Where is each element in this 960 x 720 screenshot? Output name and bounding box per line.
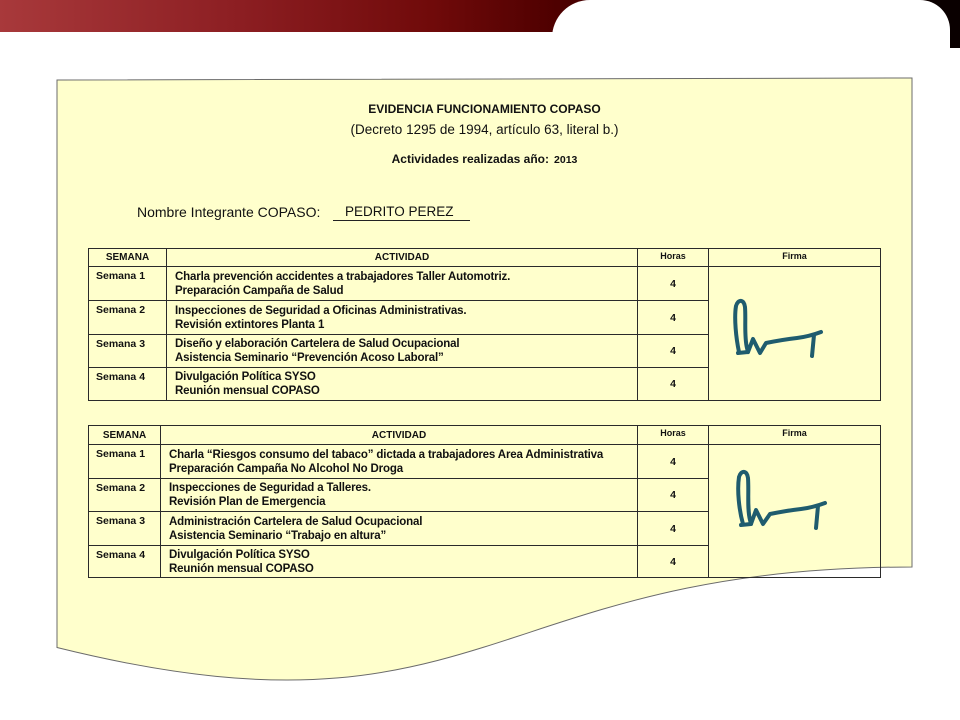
hours-cell: 4 [638, 512, 709, 546]
header-activity: ACTIVIDAD [161, 426, 638, 445]
activity-cell [167, 301, 638, 335]
activity-line: Charla “Riesgos consumo del tabaco” dictada a trabajadores Area Administrativa [169, 448, 604, 461]
document-title: EVIDENCIA FUNCIONAMIENTO COPASO [368, 102, 601, 116]
hours-cell: 4 [638, 267, 709, 301]
activities-table-1 [88, 248, 880, 401]
activity-cell [161, 546, 638, 578]
header-signature: Firma [709, 426, 881, 445]
handwritten-signature [733, 298, 825, 358]
header-week: SEMANA [89, 426, 161, 445]
activities-table-2 [88, 425, 880, 578]
activity-cell [167, 267, 638, 301]
hours-cell: 4 [638, 335, 709, 368]
activity-cell [167, 368, 638, 401]
activity-line: Inspecciones de Seguridad a Oficinas Administrativas. [175, 304, 467, 317]
activity-line: Divulgación Política SYSO [169, 548, 310, 561]
hours-cell: 4 [638, 301, 709, 335]
activity-line: Inspecciones de Seguridad a Talleres. [169, 482, 371, 494]
activity-line: Reunión mensual COPASO [169, 562, 314, 575]
header-hours: Horas [638, 249, 709, 267]
activity-line: Preparación Campaña No Alcohol No Droga [169, 462, 403, 475]
week-cell: Semana 2 [89, 301, 167, 335]
activity-line: Divulgación Política SYSO [175, 371, 316, 383]
activities-heading [57, 151, 912, 168]
table-row [89, 267, 881, 301]
signature-cell [709, 267, 881, 401]
activity-line: Revisión Plan de Emergencia [169, 496, 326, 508]
activities-year: 2013 [554, 154, 578, 166]
activity-line: Asistencia Seminario “Prevención Acoso Laboral” [175, 352, 444, 364]
member-label: Nombre Integrante COPASO: [137, 204, 321, 220]
activity-line: Reunión mensual COPASO [175, 385, 320, 397]
activity-line: Administración Cartelera de Salud Ocupacional [169, 515, 423, 528]
week-cell: Semana 1 [89, 267, 167, 301]
activity-cell [161, 445, 638, 479]
header-signature: Firma [709, 249, 881, 267]
table-header-row [89, 426, 881, 445]
hours-cell: 4 [638, 368, 709, 401]
member-name: PEDRITO PEREZ [333, 203, 470, 221]
activity-line: Asistencia Seminario “Trabajo en altura” [169, 529, 387, 542]
handwritten-signature [735, 468, 827, 530]
activity-cell [161, 512, 638, 546]
activity-line: Revisión extintores Planta 1 [175, 318, 325, 331]
table-row [89, 445, 881, 479]
week-cell: Semana 1 [89, 445, 161, 479]
activities-label: Actividades realizadas año: [391, 152, 550, 166]
header-activity: ACTIVIDAD [167, 249, 638, 267]
header-week: SEMANA [89, 249, 167, 267]
activity-line: Preparación Campaña de Salud [175, 284, 344, 297]
activity-cell [167, 335, 638, 368]
activity-line: Charla prevención accidentes a trabajadores Taller Automotriz. [175, 270, 511, 283]
table-header-row [89, 249, 881, 267]
activity-line: Diseño y elaboración Cartelera de Salud Ocupacional [175, 338, 460, 350]
week-cell: Semana 3 [89, 512, 161, 546]
hours-cell: 4 [638, 546, 709, 578]
week-cell: Semana 2 [89, 479, 161, 512]
week-cell: Semana 4 [89, 368, 167, 401]
activity-cell [161, 479, 638, 512]
hours-cell: 4 [638, 479, 709, 512]
week-cell: Semana 3 [89, 335, 167, 368]
hours-cell: 4 [638, 445, 709, 479]
signature-cell [709, 445, 881, 578]
document-subtitle: (Decreto 1295 de 1994, artículo 63, literal b.) [350, 122, 619, 137]
week-cell: Semana 4 [89, 546, 161, 578]
header-hours: Horas [638, 426, 709, 445]
